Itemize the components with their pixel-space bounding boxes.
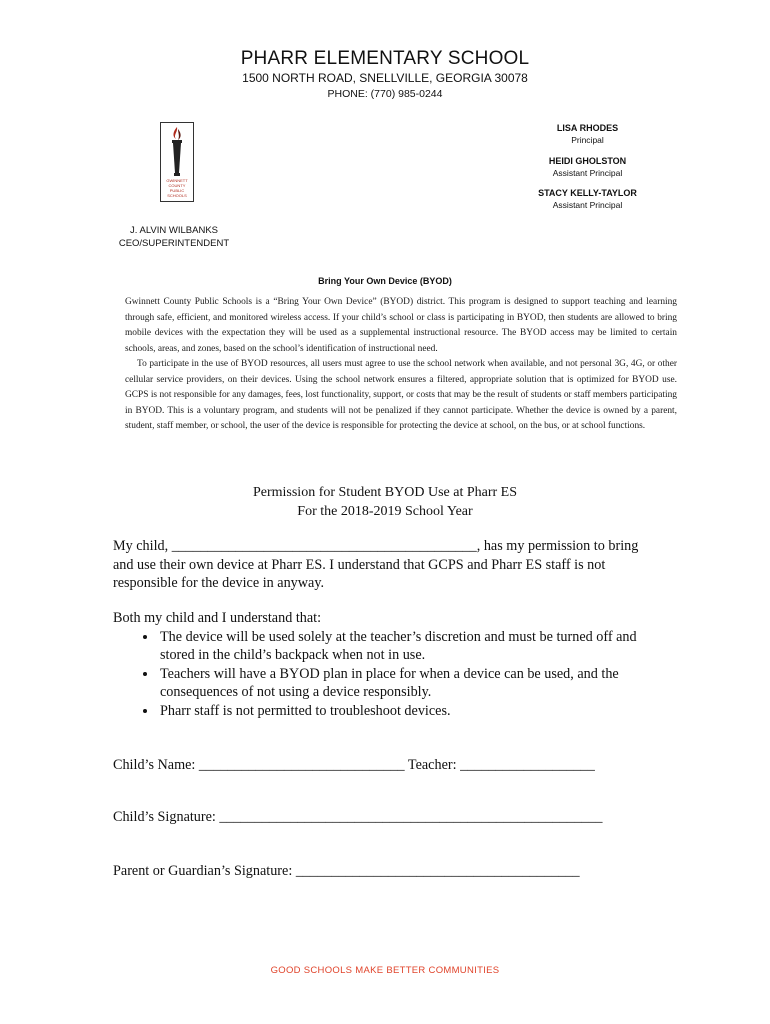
list-item: • The device will be used solely at the teacher’s discretion and must be turned off and stored in the child’s backpack when not in use. [158,628,658,665]
permission-statement: My child, ___________________________________________, has my permission to bring and use their own device at Pharr ES. I understand that GCPS and Pharr ES staff is not responsible for the device in anyway. [113,538,639,591]
list-item: • Teachers will have a BYOD plan in place for when a device can be used, and the consequences of not using a device responsibly. [158,665,658,702]
parent-signature-field[interactable]: Parent or Guardian’s Signature: ________________________________________ [113,863,580,879]
staff-name: STACY KELLY-TAYLOR [538,188,637,198]
school-name: PHARR ELEMENTARY SCHOOL [240,48,530,69]
staff-assistant-principal-1 [480,155,695,179]
staff-assistant-principal-2 [480,187,695,211]
byod-paragraph: To participate in the use of BYOD resources, all users must agree to use the school network when available, and not personal 3G, 4G, or other cellular service providers, on their devices. Using the school network ensures a filtered, appropriate solution that is optimized for BYOD use. GCPS is not responsible for any damages, fees, lost functionality, support, or costs that may be the result of students or staff members participating in BYOD. This is a voluntary program, and students will not be penalized if they cannot participate. Whether the device is owned by a parent, student, staff member, or school, the user of the device is responsible for protecting the device at school, on the bus, or at school functions. [125,359,677,431]
staff-role: Assistant Principal [552,200,623,210]
child-signature-field[interactable]: Child’s Signature: ______________________________________________________ [113,809,603,825]
staff-role: Principal [571,135,604,145]
permission-subtitle-line: For the 2018-2019 School Year [297,504,473,519]
superintendent [116,224,232,250]
staff-principal [480,122,695,146]
district-logo [160,122,194,202]
byod-paragraph: Gwinnett County Public Schools is a “Bring Your Own Device” (BYOD) district. This program is designed to support teaching and learning through safe, efficient, and monitored wireless access. If your child’s school or class is participating in BYOD, then students are allowed to bring mobile devices with the expectation they will be used as a supplemental instructional resource. The BYOD access may be limited to certain schools, areas, and zones, based on the school’s identification of instructional need. [125,297,677,354]
permission-title [0,483,770,521]
school-phone: PHONE: (770) 985-0244 [327,88,443,100]
school-address: 1500 NORTH ROAD, SNELLVILLE, GEORGIA 30078 [242,71,528,85]
understanding-list [113,628,658,721]
superintendent-name: J. ALVIN WILBANKS [130,225,218,236]
understanding-intro: Both my child and I understand that: [113,610,322,626]
footer-motto: GOOD SCHOOLS MAKE BETTER COMMUNITIES [270,965,500,976]
staff-name: LISA RHODES [556,123,619,133]
staff-name: HEIDI GHOLSTON [548,156,627,166]
understanding-section [113,609,658,720]
staff-role: Assistant Principal [552,168,623,178]
superintendent-title: CEO/SUPERINTENDENT [118,238,230,249]
list-item: • Pharr staff is not permitted to troubleshoot devices. [158,702,658,721]
byod-title: Bring Your Own Device (BYOD) [318,276,452,286]
permission-title-line: Permission for Student BYOD Use at Pharr ES [252,485,518,500]
child-name-field[interactable]: Child’s Name: _____________________________ Teacher: ___________________ [113,757,595,773]
logo-text: GWINNETT COUNTY PUBLIC SCHOOLS [166,178,188,198]
byod-description [125,295,677,435]
